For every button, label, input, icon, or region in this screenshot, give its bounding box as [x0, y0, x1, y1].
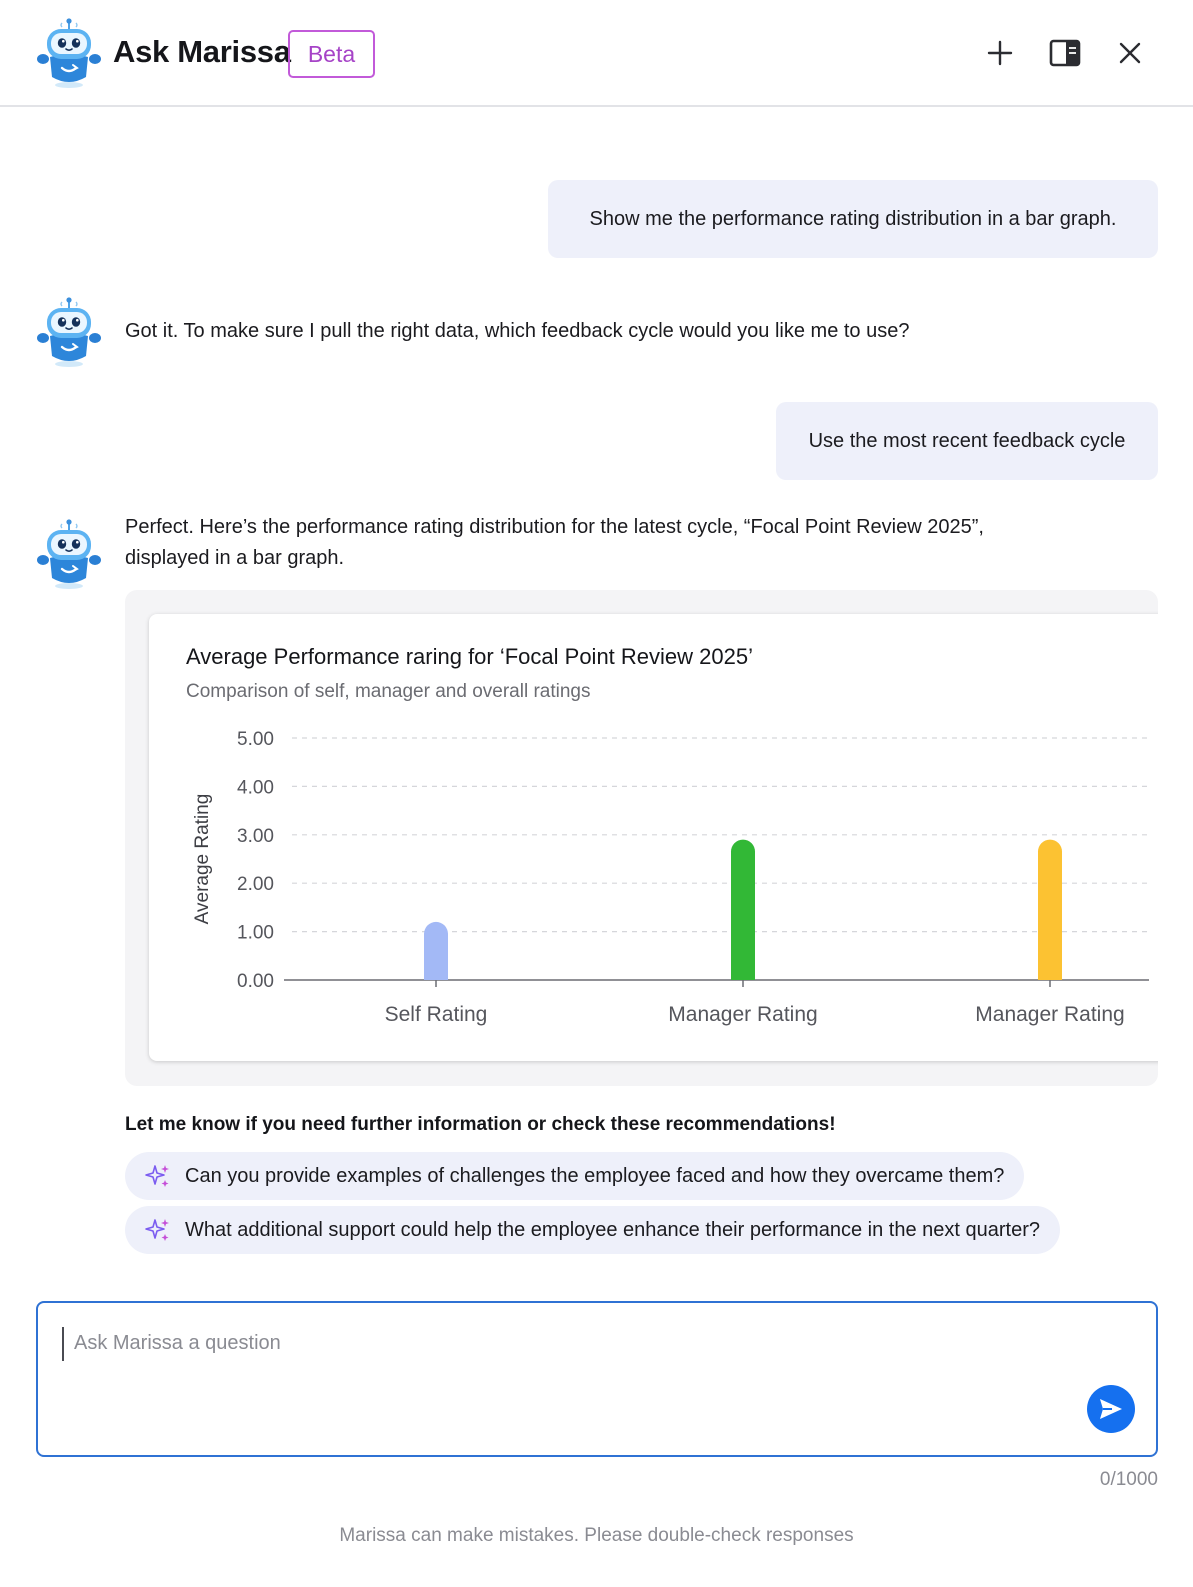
x-tick-label: Manager Rating: [975, 1003, 1125, 1026]
sidebar-panel-icon: [1049, 39, 1081, 67]
beta-badge: Beta: [288, 30, 375, 78]
toggle-panel-button[interactable]: [1048, 36, 1082, 70]
bar: [731, 840, 755, 980]
new-chat-button[interactable]: [983, 36, 1017, 70]
sparkle-icon: [145, 1217, 171, 1243]
y-axis-label: Average Rating: [192, 793, 213, 925]
robot-avatar-icon: [36, 296, 102, 368]
bot-message: [125, 512, 984, 574]
bot-message: Got it. To make sure I pull the right data, which feedback cycle would you like me to use?: [125, 320, 910, 342]
header-bar: [0, 0, 1193, 107]
sparkle-icon: [145, 1163, 171, 1189]
recommendation-text: Can you provide examples of challenges the employee faced and how they overcame them?: [185, 1164, 1005, 1187]
app-title: Ask Marissa: [113, 34, 291, 69]
bar: [1038, 840, 1062, 980]
close-icon: [1118, 41, 1142, 65]
y-tick-label: 1.00: [237, 922, 274, 944]
chart-subtitle: Comparison of self, manager and overall ratings: [186, 681, 591, 702]
text-cursor: [62, 1327, 64, 1361]
question-input-box[interactable]: [36, 1301, 1158, 1457]
character-counter: 0/1000: [1099, 1469, 1158, 1490]
y-tick-label: 2.00: [237, 874, 274, 896]
bot-message-line: Perfect. Here’s the performance rating distribution for the latest cycle, “Focal Point Review 2025”,: [125, 516, 984, 538]
y-tick-label: 3.00: [237, 825, 274, 847]
plus-icon: [987, 40, 1013, 66]
send-button[interactable]: [1087, 1385, 1135, 1433]
chart-card: [149, 614, 1158, 1061]
bar: [424, 922, 448, 980]
bar-chart: [149, 614, 1158, 1061]
send-icon: [1098, 1397, 1124, 1421]
question-input[interactable]: [74, 1325, 1054, 1361]
disclaimer-text: Marissa can make mistakes. Please double-check responses: [339, 1525, 854, 1546]
y-tick-label: 4.00: [237, 777, 274, 799]
bot-message-line: displayed in a bar graph.: [125, 547, 345, 569]
recommendation-chip[interactable]: [125, 1152, 1024, 1200]
user-message: Show me the performance rating distribution in a bar graph.: [548, 180, 1158, 258]
chart-container: [125, 590, 1158, 1086]
robot-avatar-icon: [36, 518, 102, 590]
x-tick-label: Self Rating: [384, 1003, 488, 1026]
recommendation-chip[interactable]: [125, 1206, 1060, 1254]
user-message: Use the most recent feedback cycle: [776, 402, 1158, 480]
recommendations-heading: Let me know if you need further information or check these recommendations!: [125, 1114, 836, 1135]
robot-logo-icon: [36, 17, 102, 89]
chart-title: Average Performance raring for ‘Focal Point Review 2025’: [186, 644, 753, 669]
y-tick-label: 0.00: [237, 971, 274, 992]
y-tick-label: 5.00: [237, 729, 274, 750]
x-tick-label: Manager Rating: [668, 1003, 818, 1026]
recommendation-text: What additional support could help the employee enhance their performance in the next quarter?: [185, 1218, 1040, 1241]
close-button[interactable]: [1113, 36, 1147, 70]
